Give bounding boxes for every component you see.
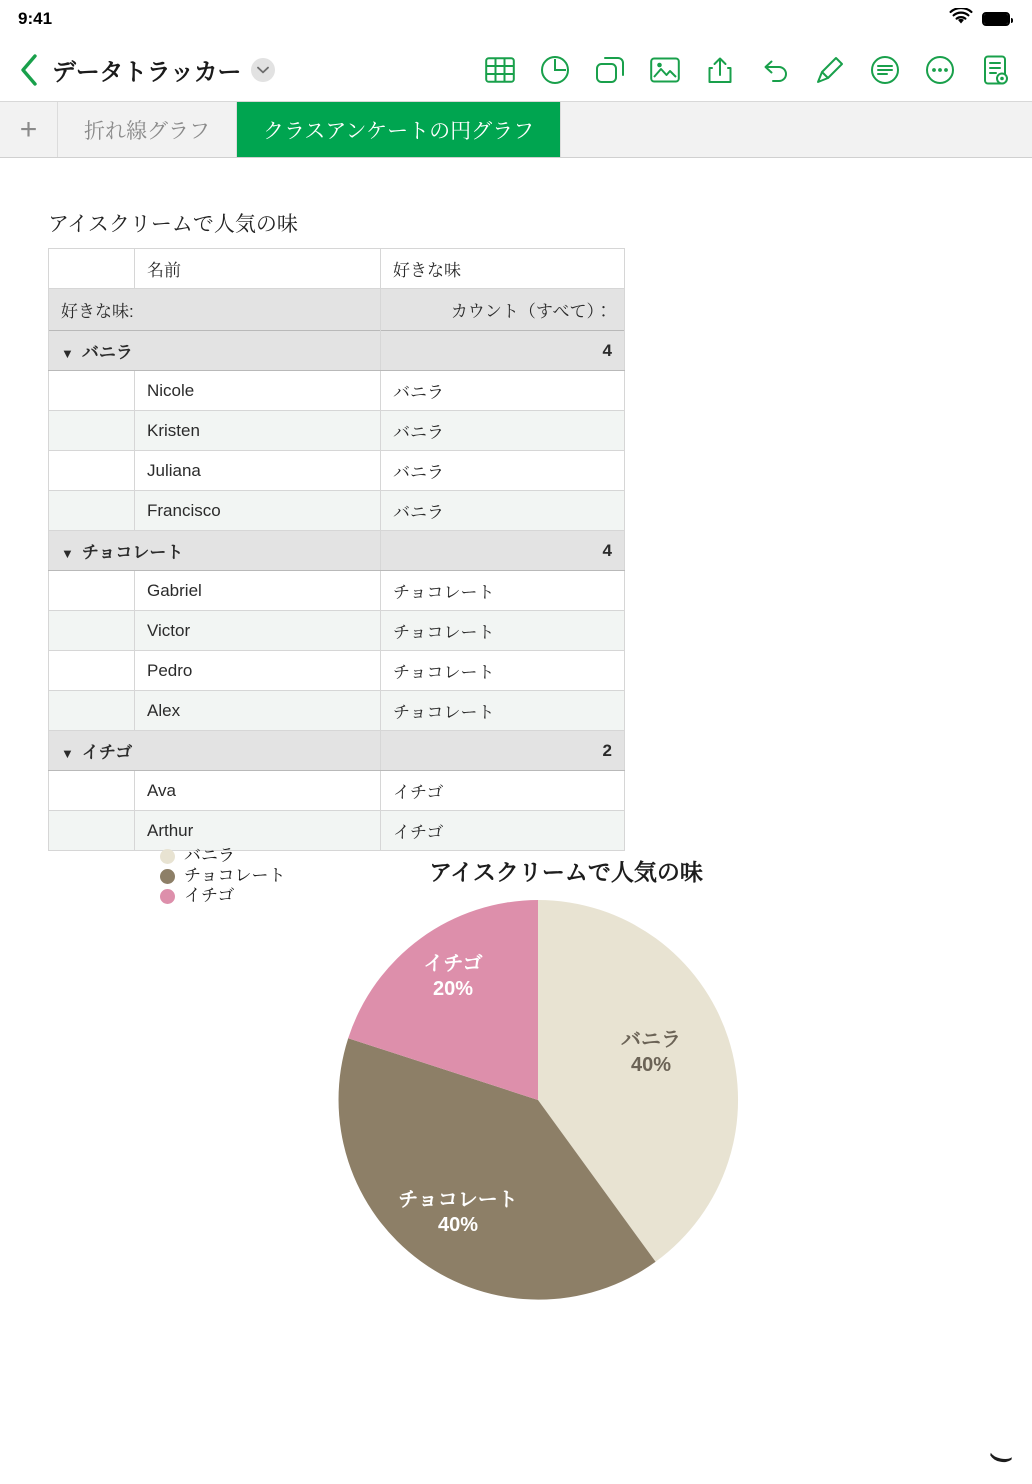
table-row[interactable] bbox=[49, 571, 625, 611]
status-bar bbox=[0, 0, 1032, 38]
cell-flavor[interactable]: チョコレート bbox=[381, 651, 625, 691]
table-icon[interactable] bbox=[483, 53, 517, 87]
cell-flavor[interactable]: イチゴ bbox=[381, 811, 625, 851]
sheet-tab-pie-chart[interactable]: クラスアンケートの円グラフ bbox=[237, 102, 561, 157]
row-index-cell bbox=[49, 611, 135, 651]
legend-swatch-icon bbox=[160, 849, 175, 864]
shape-icon[interactable] bbox=[593, 53, 627, 87]
pie-label-chocolate: チョコレート 40% bbox=[398, 1189, 518, 1236]
sheet-tab-line-chart[interactable]: 折れ線グラフ bbox=[58, 102, 237, 157]
sheet-tab-bar bbox=[0, 102, 1032, 158]
media-icon[interactable] bbox=[648, 53, 682, 87]
summary-count-label: カウント（すべて）： bbox=[381, 289, 625, 331]
group-name: ▼ バニラ bbox=[49, 331, 381, 371]
table-group-header[interactable] bbox=[49, 731, 625, 771]
table-row[interactable] bbox=[49, 651, 625, 691]
table-summary-row bbox=[49, 289, 625, 331]
status-indicators bbox=[949, 8, 1010, 30]
format-brush-icon[interactable] bbox=[813, 53, 847, 87]
status-time: 9:41 bbox=[18, 9, 53, 28]
back-chevron-icon[interactable] bbox=[14, 55, 44, 85]
format-icon[interactable] bbox=[868, 53, 902, 87]
document-options-icon[interactable] bbox=[978, 53, 1012, 87]
battery-icon bbox=[982, 12, 1010, 26]
legend-label: イチゴ bbox=[184, 886, 235, 905]
legend-item bbox=[160, 846, 286, 866]
group-count: 2 bbox=[381, 731, 625, 771]
cell-name[interactable]: Francisco bbox=[135, 491, 381, 531]
legend-swatch-icon bbox=[160, 889, 175, 904]
table-title: アイスクリームで人気の味 bbox=[48, 213, 298, 236]
table-row[interactable] bbox=[49, 611, 625, 651]
data-table[interactable] bbox=[48, 248, 625, 851]
header-cell-flavor: 好きな味 bbox=[381, 249, 625, 289]
cell-name[interactable]: Kristen bbox=[135, 411, 381, 451]
disclosure-triangle-icon[interactable]: ▼ bbox=[61, 546, 74, 561]
row-index-cell bbox=[49, 771, 135, 811]
cell-name[interactable]: Victor bbox=[135, 611, 381, 651]
toolbar-icons bbox=[483, 53, 1012, 87]
cell-flavor[interactable]: バニラ bbox=[381, 491, 625, 531]
cell-flavor[interactable]: イチゴ bbox=[381, 771, 625, 811]
pie-chart-svg bbox=[318, 880, 758, 1320]
cell-name[interactable]: Juliana bbox=[135, 451, 381, 491]
more-icon[interactable] bbox=[923, 53, 957, 87]
summary-label: 好きな味: bbox=[49, 289, 381, 331]
header-cell-blank bbox=[49, 249, 135, 289]
group-name: ▼ チョコレート bbox=[49, 531, 381, 571]
row-index-cell bbox=[49, 411, 135, 451]
table-row[interactable] bbox=[49, 771, 625, 811]
cell-name[interactable]: Nicole bbox=[135, 371, 381, 411]
cell-name[interactable]: Pedro bbox=[135, 651, 381, 691]
legend-label: チョコレート bbox=[184, 866, 286, 885]
cell-flavor[interactable]: チョコレート bbox=[381, 691, 625, 731]
disclosure-triangle-icon[interactable]: ▼ bbox=[61, 746, 74, 761]
cell-name[interactable]: Arthur bbox=[135, 811, 381, 851]
data-table-container[interactable] bbox=[48, 208, 624, 851]
cell-name[interactable]: Alex bbox=[135, 691, 381, 731]
group-count: 4 bbox=[381, 331, 625, 371]
share-icon[interactable] bbox=[703, 53, 737, 87]
legend-label: バニラ bbox=[184, 846, 235, 865]
table-row[interactable] bbox=[49, 411, 625, 451]
row-index-cell bbox=[49, 451, 135, 491]
table-header-row bbox=[49, 249, 625, 289]
sheet-canvas bbox=[0, 158, 1032, 1484]
header-cell-name: 名前 bbox=[135, 249, 381, 289]
cell-flavor[interactable]: バニラ bbox=[381, 411, 625, 451]
table-group-header[interactable] bbox=[49, 331, 625, 371]
legend-swatch-icon bbox=[160, 869, 175, 884]
disclosure-triangle-icon[interactable]: ▼ bbox=[61, 346, 74, 361]
pie-label-vanilla: バニラ 40% bbox=[621, 1029, 681, 1076]
cell-flavor[interactable]: チョコレート bbox=[381, 571, 625, 611]
row-index-cell bbox=[49, 371, 135, 411]
table-row[interactable] bbox=[49, 491, 625, 531]
chart-legend[interactable] bbox=[160, 846, 286, 906]
pie-chart[interactable] bbox=[318, 880, 758, 1320]
table-row[interactable] bbox=[49, 371, 625, 411]
chevron-down-icon[interactable] bbox=[251, 58, 275, 82]
cell-name[interactable]: Gabriel bbox=[135, 571, 381, 611]
cell-flavor[interactable]: バニラ bbox=[381, 371, 625, 411]
group-count: 4 bbox=[381, 531, 625, 571]
cell-flavor[interactable]: チョコレート bbox=[381, 611, 625, 651]
row-index-cell bbox=[49, 651, 135, 691]
add-sheet-button[interactable]: + bbox=[0, 102, 58, 157]
table-row[interactable] bbox=[49, 691, 625, 731]
pie-label-strawberry: イチゴ 20% bbox=[423, 953, 483, 1000]
pie-chart-container[interactable] bbox=[0, 818, 1032, 1438]
legend-item bbox=[160, 886, 286, 906]
table-group-header[interactable] bbox=[49, 531, 625, 571]
document-title[interactable]: データトラッカー bbox=[52, 59, 242, 86]
wifi-icon bbox=[949, 8, 973, 30]
chart-icon[interactable] bbox=[538, 53, 572, 87]
legend-item bbox=[160, 866, 286, 886]
group-name: ▼ イチゴ bbox=[49, 731, 381, 771]
row-index-cell bbox=[49, 691, 135, 731]
undo-icon[interactable] bbox=[758, 53, 792, 87]
cell-name[interactable]: Ava bbox=[135, 771, 381, 811]
table-row[interactable] bbox=[49, 451, 625, 491]
row-index-cell bbox=[49, 571, 135, 611]
cell-flavor[interactable]: バニラ bbox=[381, 451, 625, 491]
row-index-cell bbox=[49, 491, 135, 531]
pencil-stroke-mark: ⌣ bbox=[983, 1430, 1019, 1480]
chart-title: アイスクリームで人気の味 bbox=[429, 859, 703, 885]
app-toolbar bbox=[0, 38, 1032, 102]
